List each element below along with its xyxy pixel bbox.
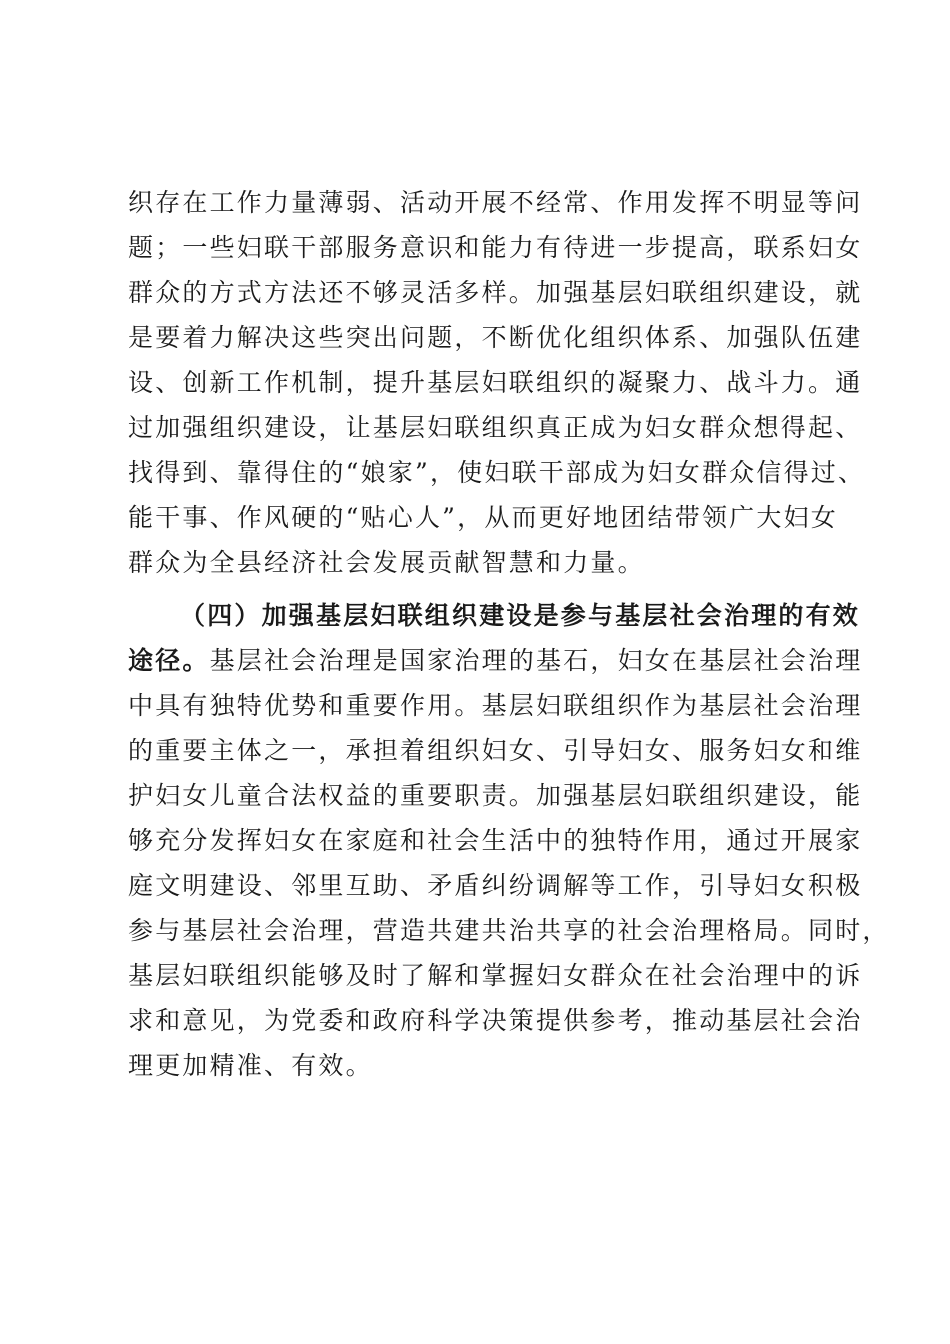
paragraph-line: 是要着力解决这些突出问题，不断优化组织体系、加强队伍建 xyxy=(128,323,863,352)
paragraph-line: 中具有独特优势和重要作用。基层妇联组织作为基层社会治理 xyxy=(128,691,863,720)
paragraph-line: 参与基层社会治理，营造共建共治共享的社会治理格局。同时， xyxy=(128,916,890,945)
paragraph-line xyxy=(128,641,863,681)
paragraph-line: 设、创新工作机制，提升基层妇联组织的凝聚力、战斗力。通 xyxy=(128,368,863,397)
paragraph-line: 理更加精准、有效。 xyxy=(128,1051,373,1080)
section-heading-end: 途径。 xyxy=(128,646,210,675)
paragraph-line: 能干事、作风硬的“贴心人”，从而更好地团结带领广大妇女 xyxy=(128,503,838,532)
paragraph-text: 基层社会治理是国家治理的基石，妇女在基层社会治理 xyxy=(209,646,863,675)
paragraph-line: 庭文明建设、邻里互助、矛盾纠纷调解等工作，引导妇女积极 xyxy=(128,871,863,900)
paragraph-line: 找得到、靠得住的“娘家”，使妇联干部成为妇女群众信得过、 xyxy=(128,458,866,487)
paragraph-line: 题；一些妇联干部服务意识和能力有待进一步提高，联系妇女 xyxy=(128,233,863,262)
paragraph-line: 够充分发挥妇女在家庭和社会生活中的独特作用，通过开展家 xyxy=(128,826,863,855)
paragraph-line: 的重要主体之一，承担着组织妇女、引导妇女、服务妇女和维 xyxy=(128,736,863,765)
paragraph-line: 求和意见，为党委和政府科学决策提供参考，推动基层社会治 xyxy=(128,1006,863,1035)
paragraph-line: 基层妇联组织能够及时了解和掌握妇女群众在社会治理中的诉 xyxy=(128,961,863,990)
section-heading xyxy=(180,596,861,636)
paragraph-line: 护妇女儿童合法权益的重要职责。加强基层妇联组织建设，能 xyxy=(128,781,863,810)
paragraph-line: 织存在工作力量薄弱、活动开展不经常、作用发挥不明显等问 xyxy=(128,188,863,217)
paragraph-line: 过加强组织建设，让基层妇联组织真正成为妇女群众想得起、 xyxy=(128,413,863,442)
section-heading-text: （四）加强基层妇联组织建设是参与基层社会治理的有效 xyxy=(180,601,861,630)
paragraph-line: 群众的方式方法还不够灵活多样。加强基层妇联组织建设，就 xyxy=(128,278,863,307)
paragraph-line: 群众为全县经济社会发展贡献智慧和力量。 xyxy=(128,548,645,577)
